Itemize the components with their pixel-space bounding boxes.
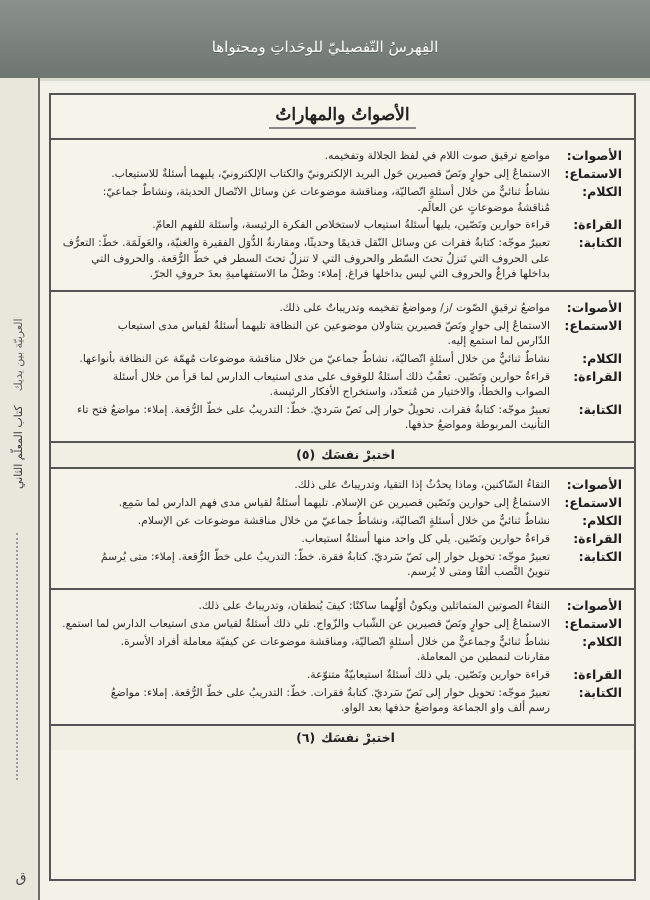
contents-table	[49, 93, 636, 881]
skill-row	[61, 217, 622, 233]
skill-label: الكلام:	[582, 633, 622, 649]
skill-row	[61, 513, 622, 529]
page-header-title: الفِهرسُ التّفصيليّ للوحَداتِ ومحتواها	[211, 38, 439, 56]
test-label: اختبرْ نفسَك	[321, 447, 395, 462]
skill-row	[61, 634, 622, 665]
test-yourself-bar	[51, 443, 634, 469]
skill-label: القراءة:	[573, 666, 622, 682]
skill-row	[61, 369, 622, 400]
skill-label: الأصوات:	[566, 597, 622, 613]
unit-block	[51, 590, 634, 726]
skill-label: الأصوات:	[566, 476, 622, 492]
skill-text: تعبيرٌ موجّه: تحويل حوار إلى نَصّ سَرديّ. كتابةُ فقرات. خطّ: التدريبُ على خطّ الرُّقعة. إملاء: مواضعُ	[110, 685, 550, 699]
skill-row	[61, 531, 622, 547]
skill-row	[61, 685, 622, 716]
skill-text-continuation: الدّارس لما استمع إليه.	[447, 334, 550, 347]
skill-text-group	[61, 184, 550, 215]
skill-text: مواضعُ ترقيقِ الصّوت /ز/ ومواضعُ تفخيمه وتدريباتٌ على ذلك.	[279, 300, 550, 314]
skill-label: الكتابة:	[578, 401, 622, 417]
skill-text-continuation: الصواب والخطأ، والاختيار من مُتعدّد، واستخراج الأفكار الرئيسة.	[269, 385, 550, 398]
skill-text: التقاءُ السّاكنين، وماذا يحدُثُ إذا التقيا، وتدريباتٌ على ذلك.	[294, 477, 550, 491]
book-spine	[0, 78, 40, 900]
skill-label: الاستماع:	[564, 615, 622, 631]
skill-label: الكتابة:	[578, 235, 622, 250]
skill-label: القراءة:	[573, 217, 622, 232]
skill-row	[61, 598, 622, 614]
skill-label: الأصوات:	[566, 148, 622, 163]
skill-row	[61, 148, 622, 164]
spine-dotted-rule	[16, 533, 20, 780]
section-title: الأصواتُ والمهاراتُ	[269, 105, 415, 129]
skill-text-continuation: تنوينُ النَّصب ألفًا ومتى لا يُرسم.	[407, 565, 550, 578]
skill-text-group	[61, 549, 550, 580]
test-yourself-bar	[51, 726, 634, 750]
skill-label: الكلام:	[582, 512, 622, 528]
skill-row	[61, 318, 622, 349]
unit-block	[51, 469, 634, 590]
skill-text: تعبيرٌ موجّه: كتابةُ فقرات عن وسائل النّقل قديمًا وحديثًا، ومقارنةُ الدُّوَل الفقيرة والغنيّة، والعَولَمَة. خطّ: التعرُّف على الحروف التي تَنزلُ تحتَ السّطر والحروف التي لا تنزلُ تحتَ السطر في خطّ الرُّقعة. والحروف التي بداخلها فراغٌ والحروف التي ليس بداخلها فراغ. إملاء: وصْلُ ما الاستفهاميةِ بعدَ حروفِ الجرّ.	[62, 236, 550, 280]
skill-text: نشاطٌ ثنائيٌّ وجماعيٌّ من خلال أسئلةٍ اتّصاليّة، ومناقشة موضوعات عن كيفيّة معاملة أفراد الأسرة.	[120, 634, 550, 648]
skill-text: نشاطٌ ثنائيٌّ من خلال أسئلةٍ اتّصاليّة، ومناقشة موضوعات عن وسائل الاتّصال الحديثة، ونشاطٌ جماعيّ:	[102, 185, 550, 198]
skill-text: الاستماعُ إلى حوارٍ ونَصّ قصيرين يتناولان موضوعين عن النظافة تليهما أسئلةٌ لقياس مدى استيعاب	[117, 318, 550, 332]
skill-text: مواضع ترقيق صوت اللام في لفظ الجلالة وتفخيمه.	[324, 149, 550, 162]
skill-text-group	[61, 685, 550, 716]
skill-label: الكلام:	[582, 184, 622, 199]
skill-row	[61, 549, 622, 580]
skill-text: قراءة حوارين ونَصّين. يلي ذلك أسئلةٌ استيعابيّةٌ متنوّعة.	[306, 667, 550, 681]
skill-text: قراءة حوارين ونَصّين، يليها أسئلةُ استيعاب لاستخلاص الفكرة الرئيسة، وأسئلة للفهم العامّ.	[152, 218, 550, 231]
skill-label: الكتابة:	[578, 548, 622, 564]
skill-text: الاستماعُ إلى حوارٍ ونَصّ قصيرين عن الشّباب والزّواج. تلي ذلك أسئلةٌ لقياس مدى استيعاب الدارس لما استمع.	[62, 616, 550, 630]
skill-text-continuation: مقارنات لنمطين من المعاملة.	[416, 650, 550, 663]
unit-block	[51, 140, 634, 292]
section-title-row	[51, 95, 634, 140]
skill-row	[61, 300, 622, 316]
skill-row	[61, 667, 622, 683]
skill-text: التقاءُ الصوتين المتماثلين ويكونُ أوّلُهما ساكنًا: كيفَ يُنطقان، وتدريباتٌ على ذلك.	[198, 598, 550, 612]
skill-text: نشاطٌ ثنائيٌّ من خلال أسئلةٍ اتّصاليّة، نشاطٌ جماعيّ من خلال مناقشة موضوعات مُهمّة عن النظافة بأنواعها.	[79, 351, 550, 365]
spine-part-name: كتاب المعلّم الثاني	[12, 404, 25, 489]
skill-row	[61, 402, 622, 433]
skill-row	[61, 184, 622, 215]
page-number: ق	[15, 870, 27, 886]
header-band	[0, 0, 650, 81]
skill-text-group	[61, 369, 550, 400]
skill-label: الأصوات:	[566, 299, 622, 315]
skill-text: الاستماعُ إلى حوارٍ ونَصّ قصيرين حَول البريد الإلكترونيّ والكتاب الإلكترونيّ، يليهما أسئلةٌ للاستيعاب.	[111, 167, 550, 180]
skill-label: الكتابة:	[578, 684, 622, 700]
skill-text-group	[61, 318, 550, 349]
unit-block	[51, 292, 634, 443]
skill-text: قراءةُ حوارين ونَصّين. تعقُبُ ذلك أسئلةٌ للوقوف على مدى استيعاب الدارس لما قرأ من خلال أسئلة	[112, 369, 550, 383]
skill-row	[61, 477, 622, 493]
skill-text: قراءةُ حوارين ونَصّين. يلي كل واحد منها أسئلةُ استيعاب.	[301, 531, 550, 545]
spine-label	[6, 318, 32, 518]
skill-text-continuation: مُناقشةُ موضوعاتٍ عن العالَم.	[417, 200, 550, 214]
skill-text-group	[61, 634, 550, 665]
skill-label: الاستماع:	[564, 494, 622, 510]
skill-row	[61, 351, 622, 367]
skill-label: القراءة:	[573, 368, 622, 384]
skill-text: تعبيرٌ موجّه: كتابةُ فقرات. تحويلُ حوار إلى نَصّ سَرديّ. خطّ: التدريبُ على خطّ الرُّقعة. إملاء: مواضعُ فتح تاء التأنيث المربوطة ومواضعُ حذفها.	[77, 402, 550, 431]
skill-row	[61, 495, 622, 511]
skill-label: الاستماع:	[564, 166, 622, 181]
test-label: اختبرْ نفسَك	[321, 730, 395, 745]
test-number: (٥)	[296, 447, 316, 462]
skill-label: القراءة:	[573, 530, 622, 546]
skill-row	[61, 616, 622, 632]
skill-text: الاستماعُ إلى حوارين ونَصّين قصيرين عن الإسلام. تليهما أسئلةٌ لقياس مدى فهم الدارس لما سَمِع.	[118, 495, 550, 509]
skill-text: نشاطٌ ثنائيٌّ من خلال أسئلةٍ اتّصاليّة، ونشاطٌ جماعيّ من خلال مناقشة موضوعات عن الإسلام.	[137, 513, 550, 527]
spine-book-name: العربيّة بين يديك	[12, 318, 25, 391]
skill-row	[61, 166, 622, 182]
skill-label: الاستماع:	[564, 317, 622, 333]
skill-row	[61, 235, 622, 282]
test-number: (٦)	[296, 730, 316, 745]
skill-text: تعبيرٌ موجّه: تحويل حوار إلى نَصّ سَرديّ. كتابةُ فقرة. خطّ: التدريبُ على خطّ الرُّقعة. إملاء: متى يُرسمُ	[100, 549, 550, 563]
skill-label: الكلام:	[582, 350, 622, 366]
skill-text-continuation: رسم ألف واو الجماعة ومواضعُ حذفها بعد الواو.	[340, 701, 550, 714]
